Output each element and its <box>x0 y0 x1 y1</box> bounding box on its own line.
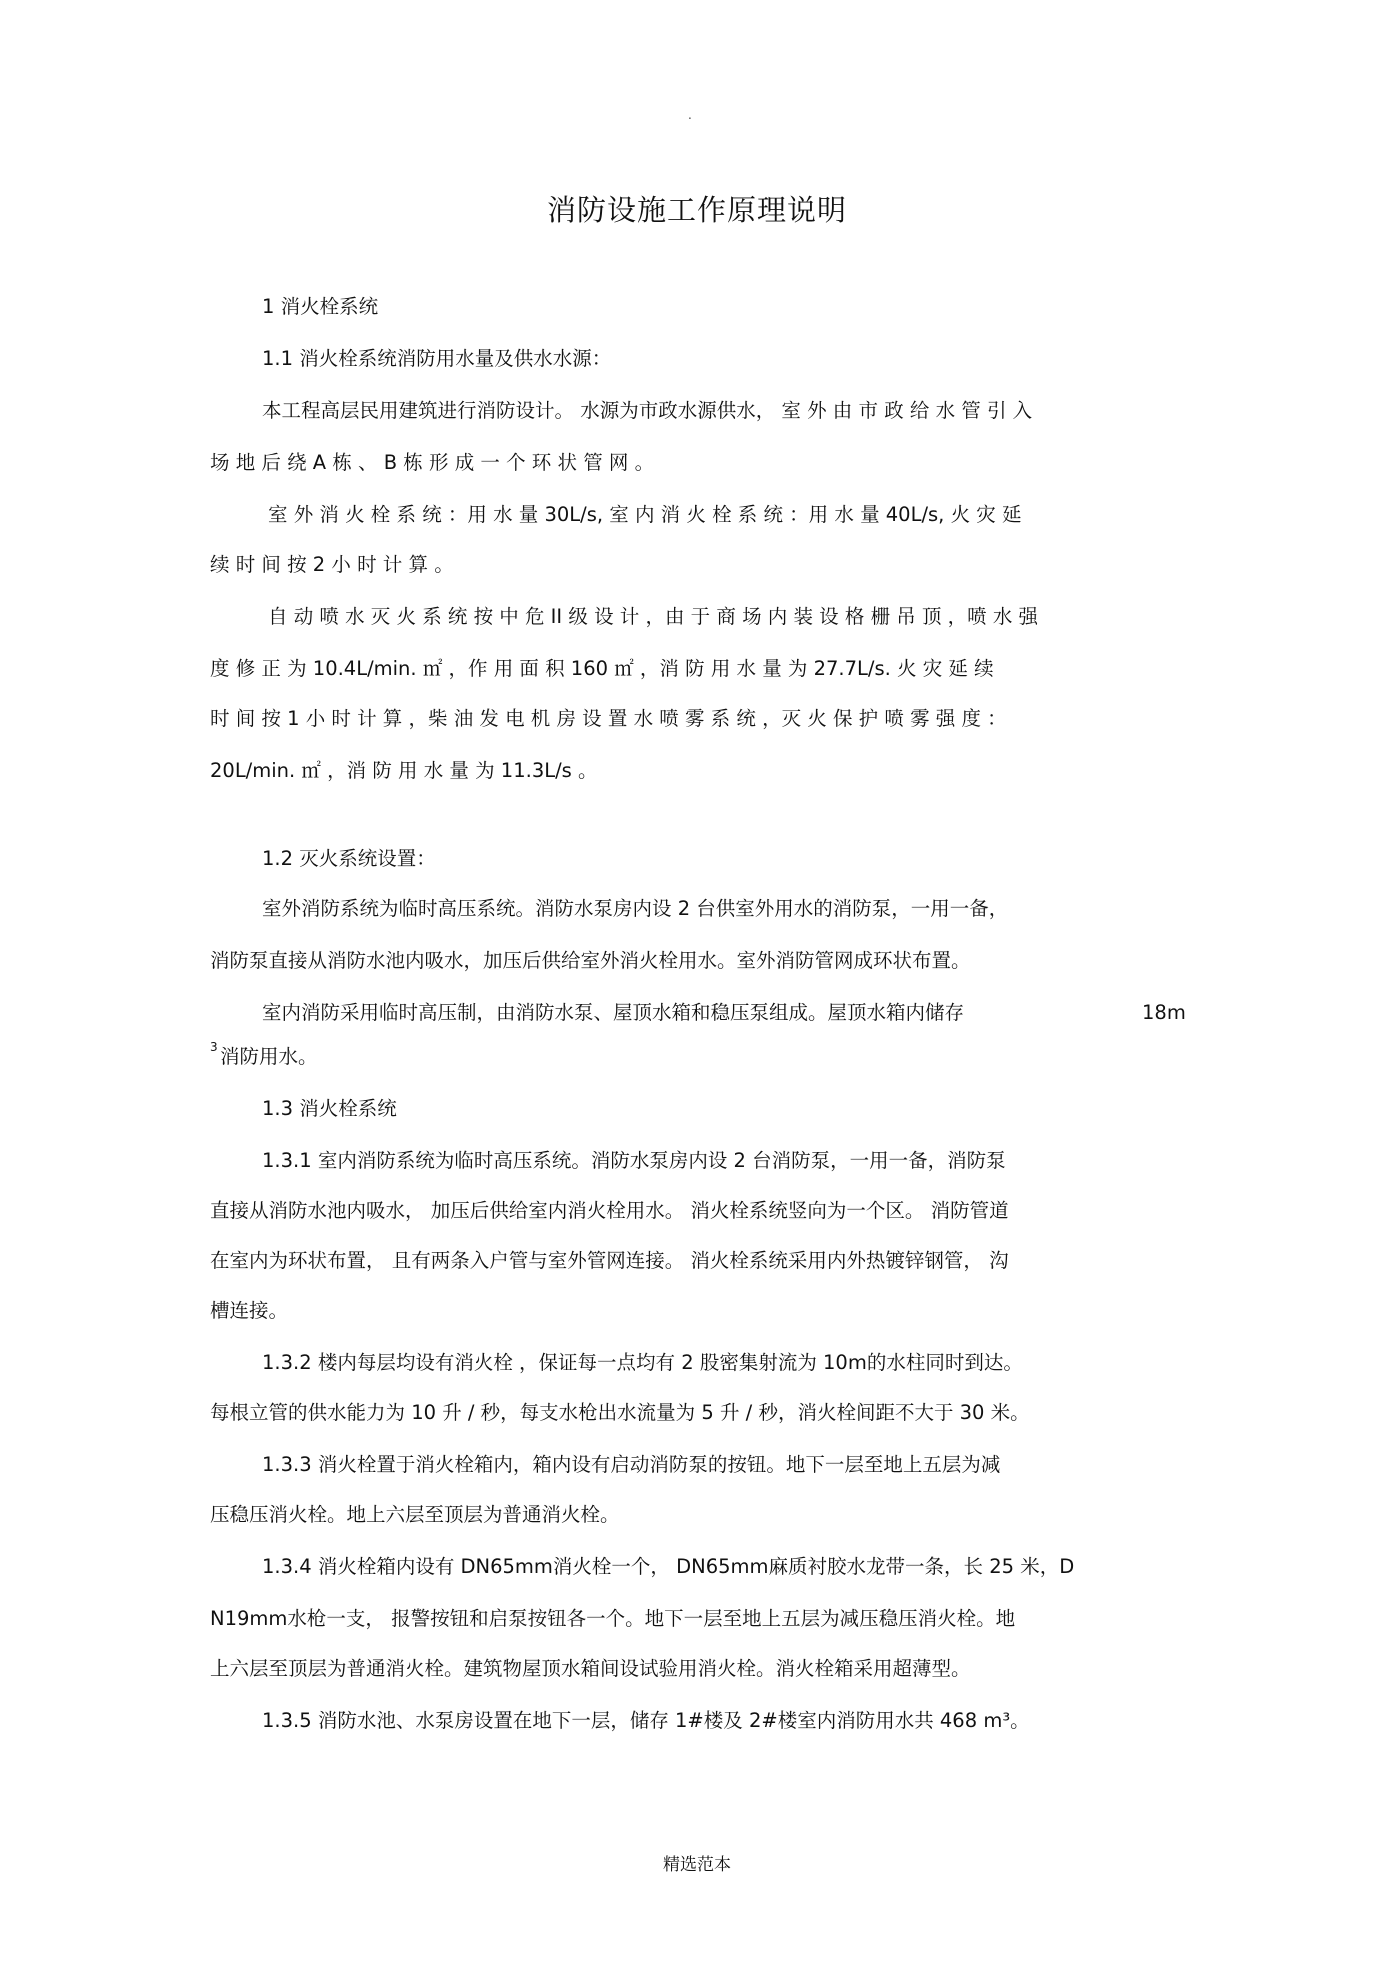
subsection-heading: 1.1 消火栓系统消防用水量及供水水源： <box>262 347 612 370</box>
paragraph-line: 场 地 后 绕 A 栋 、 B 栋 形 成 一 个 环 状 管 网 。 <box>210 451 655 474</box>
paragraph-line: 度 修 正 为 10.4L/min. ㎡ ，作 用 面 积 160 ㎡ ，消 防 用 水 量 为 27.7L/s. 火 灾 延 续 <box>210 657 994 680</box>
paragraph-line: 20L/min. ㎡ ，消 防 用 水 量 为 11.3L/s 。 <box>210 759 598 782</box>
paragraph-line: 1.3.4 消火栓箱内设有 DN65mm消火栓一个， DN65mm麻质衬胶水龙带一条，长 25 米，D <box>262 1555 1075 1578</box>
header-dot: . <box>688 108 692 122</box>
paragraph-line: 本工程高层民用建筑进行消防设计。 水源为市政水源供水， 室 外 由 市 政 给 水 管 引 入 <box>262 399 1033 422</box>
paragraph-line: 直接从消防水池内吸水， 加压后供给室内消火栓用水。 消火栓系统竖向为一个区。 消防管道 <box>210 1199 1009 1222</box>
paragraph-line: 自 动 喷 水 灭 火 系 统 按 中 危 II 级 设 计 ，由 于 商 场 内 装 设 格 栅 吊 顶 ，喷 水 强 <box>268 605 1039 628</box>
subsection-heading: 1.2 灭火系统设置： <box>262 847 436 870</box>
paragraph-line: 室内消防采用临时高压制，由消防水泵、屋顶水箱和稳压泵组成。屋顶水箱内储存 <box>262 1001 965 1024</box>
document-title: 消防设施工作原理说明 <box>546 193 847 227</box>
paragraph-line-end: 18m <box>1142 1001 1186 1024</box>
section-heading: 1 消火栓系统 <box>262 295 379 318</box>
paragraph-line: 室外消防系统为临时高压系统。消防水泵房内设 2 台供室外用水的消防泵，一用一备， <box>262 897 1009 920</box>
paragraph-line: 每根立管的供水能力为 10 升 / 秒，每支水枪出水流量为 5 升 / 秒，消火栓间距不大于 30 米。 <box>210 1401 1030 1424</box>
paragraph-line: 消防用水。 <box>220 1045 318 1068</box>
subsection-heading: 1.3 消火栓系统 <box>262 1097 397 1120</box>
paragraph-line: 1.3.5 消防水池、水泵房设置在地下一层，储存 1#楼及 2#楼室内消防用水共 468 m³。 <box>262 1709 1030 1732</box>
paragraph-line: 时 间 按 1 小 时 计 算 ，柴 油 发 电 机 房 设 置 水 喷 雾 系 统 ，灭 火 保 护 喷 雾 强 度 ： <box>210 707 1007 730</box>
paragraph-line: N19mm水枪一支， 报警按钮和启泵按钮各一个。地下一层至地上五层为减压稳压消火栓。地 <box>210 1607 1016 1630</box>
paragraph-line: 续 时 间 按 2 小 时 计 算 。 <box>210 553 454 576</box>
paragraph-line: 1.3.1 室内消防系统为临时高压系统。消防水泵房内设 2 台消防泵，一用一备，消防泵 <box>262 1149 1006 1172</box>
page-footer: 精选范本 <box>663 1855 731 1875</box>
paragraph-line: 1.3.3 消火栓置于消火栓箱内，箱内设有启动消防泵的按钮。地下一层至地上五层为减 <box>262 1453 1001 1476</box>
superscript: 3 <box>210 1040 218 1054</box>
paragraph-line: 室 外 消 火 栓 系 统 ：用 水 量 30L/s, 室 内 消 火 栓 系 统 ：用 水 量 40L/s, 火 灾 延 <box>268 503 1022 526</box>
paragraph-line: 槽连接。 <box>210 1299 289 1322</box>
paragraph-line: 压稳压消火栓。地上六层至顶层为普通消火栓。 <box>210 1503 620 1526</box>
paragraph-line: 上六层至顶层为普通消火栓。建筑物屋顶水箱间设试验用消火栓。消火栓箱采用超薄型。 <box>210 1657 971 1680</box>
paragraph-line: 在室内为环状布置， 且有两条入户管与室外管网连接。 消火栓系统采用内外热镀锌钢管， 沟 <box>210 1249 1009 1272</box>
paragraph-line: 1.3.2 楼内每层均设有消火栓 ，保证每一点均有 2 股密集射流为 10m的水柱同时到达。 <box>262 1351 1023 1374</box>
paragraph-line: 消防泵直接从消防水池内吸水，加压后供给室外消火栓用水。室外消防管网成环状布置。 <box>210 949 971 972</box>
